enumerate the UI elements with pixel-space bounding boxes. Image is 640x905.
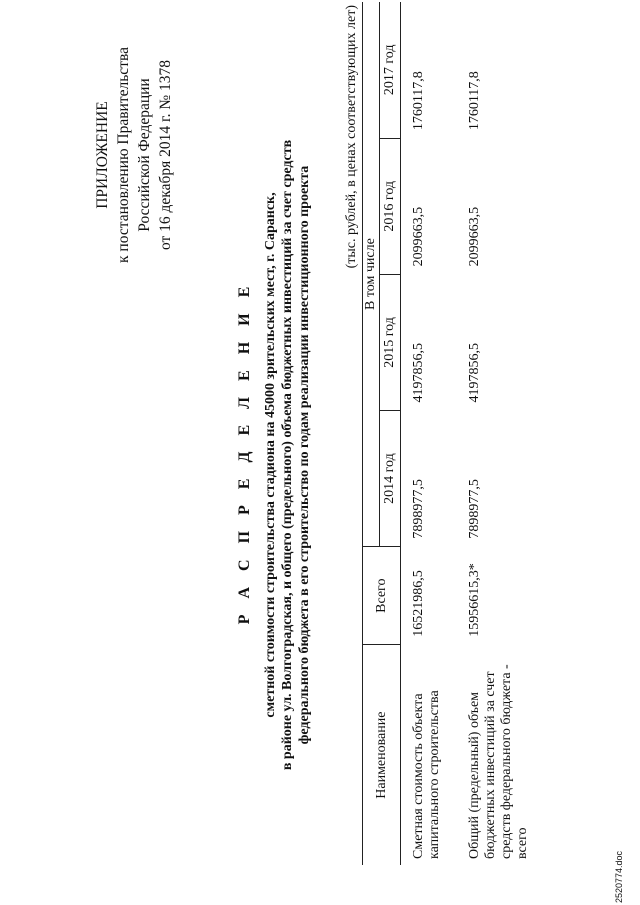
row-value-2016: 2099663,5 bbox=[411, 206, 426, 267]
table-header-row bbox=[363, 2, 380, 865]
header-year-2016: 2016 год bbox=[380, 138, 401, 274]
appendix-line-3: от 16 декабря 2014 г. № 1378 bbox=[157, 59, 174, 251]
row-total: 16521986,5 bbox=[411, 570, 426, 637]
row-value-2016: 2099663,5 bbox=[467, 206, 482, 267]
header-including: В том числе bbox=[363, 2, 380, 547]
header-total: Всего bbox=[363, 547, 401, 645]
row-value-2014: 7898977,5 bbox=[411, 479, 426, 539]
distribution-table bbox=[362, 2, 537, 865]
appendix-line-1: к постановлению Правительства bbox=[115, 47, 132, 263]
appendix-title: ПРИЛОЖЕНИЕ bbox=[94, 101, 111, 209]
row-name: Общий (предельный) объем бюджетных инвестиций за счет средств федерального бюджета - всего bbox=[467, 664, 530, 859]
row-value-2015: 4197856,5 bbox=[411, 342, 426, 403]
units-note: (тыс. рублей, в ценах соответствующих лет) bbox=[344, 5, 359, 269]
header-year-2017: 2017 год bbox=[380, 2, 401, 138]
row-total: 15956615,3* bbox=[467, 563, 482, 637]
subtitle-line-1: сметной стоимости строительства стадиона на 45000 зрительских мест, г. Саранск, bbox=[263, 192, 278, 718]
row-value-2017: 1760117,8 bbox=[467, 71, 482, 131]
header-name: Наименование bbox=[363, 645, 401, 865]
table-row bbox=[401, 2, 458, 865]
header-year-2015: 2015 год bbox=[380, 274, 401, 410]
table-row bbox=[457, 2, 537, 865]
subtitle-line-2: в районе ул. Волгоградская, и общего (предельного) объема бюджетных инвестиций за счет средств bbox=[280, 139, 295, 771]
subtitle-line-3: федерального бюджета в его строительство по годам реализации инвестиционного проекта bbox=[297, 165, 312, 745]
row-name: Сметная стоимость объекта капитального строительства bbox=[411, 690, 442, 859]
row-value-2017: 1760117,8 bbox=[411, 71, 426, 131]
document-subtitle bbox=[262, 105, 313, 805]
header-year-2014: 2014 год bbox=[380, 410, 401, 546]
appendix-line-2: Российской Федерации bbox=[136, 78, 153, 232]
row-value-2015: 4197856,5 bbox=[467, 342, 482, 403]
document-title: Р А С П Р Е Д Е Л Е Н И Е bbox=[236, 280, 253, 625]
appendix-block bbox=[92, 5, 176, 305]
document-file-number: 2520774.doc bbox=[614, 850, 624, 903]
row-value-2014: 7898977,5 bbox=[467, 479, 482, 539]
